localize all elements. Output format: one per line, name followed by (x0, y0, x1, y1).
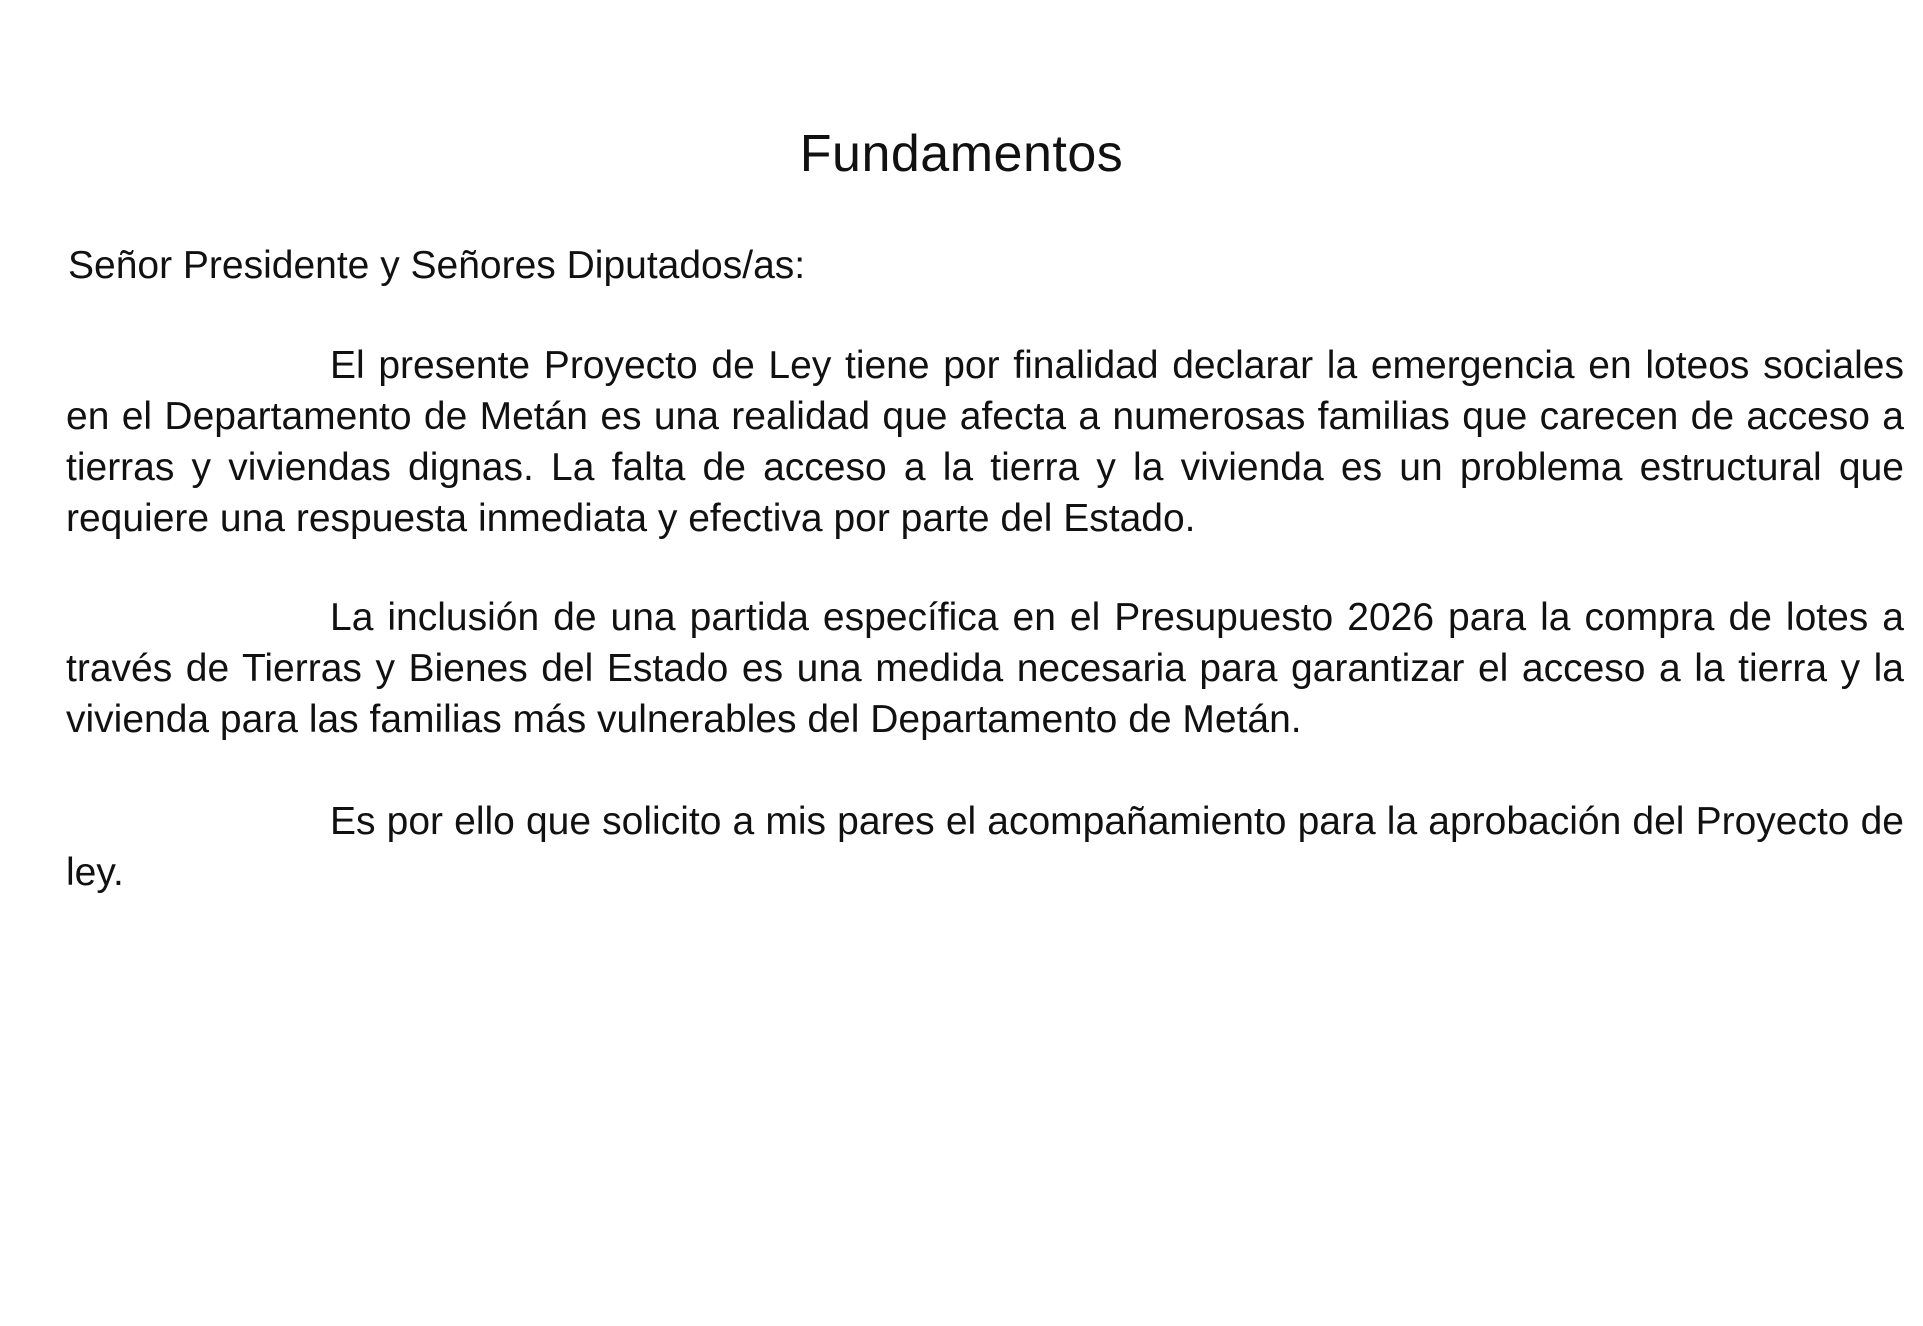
document-title: Fundamentos (799, 125, 1124, 183)
paragraph-budget: La inclusión de una partida específica en el Presupuesto 2026 para la compra de lotes a través de Tierras y Bienes del Estado es una medida necesaria para garantizar el acceso a la tierra y la vivienda para las familias más vulnerables del Departamento de Metán. (66, 596, 1904, 741)
paragraph-purpose: El presente Proyecto de Ley tiene por finalidad declarar la emergencia en loteos sociales en el Departamento de Metán es una realidad que afecta a numerosas familias que carecen de acceso a tierras y viviendas dignas. La falta de acceso a la tierra y la vivienda es un problema estructural que requiere una respuesta inmediata y efectiva por parte del Estado. (66, 344, 1904, 540)
paragraph-request: Es por ello que solicito a mis pares el acompañamiento para la aprobación del Proyecto de ley. (66, 800, 1904, 894)
salutation: Señor Presidente y Señores Diputados/as: (68, 244, 806, 287)
